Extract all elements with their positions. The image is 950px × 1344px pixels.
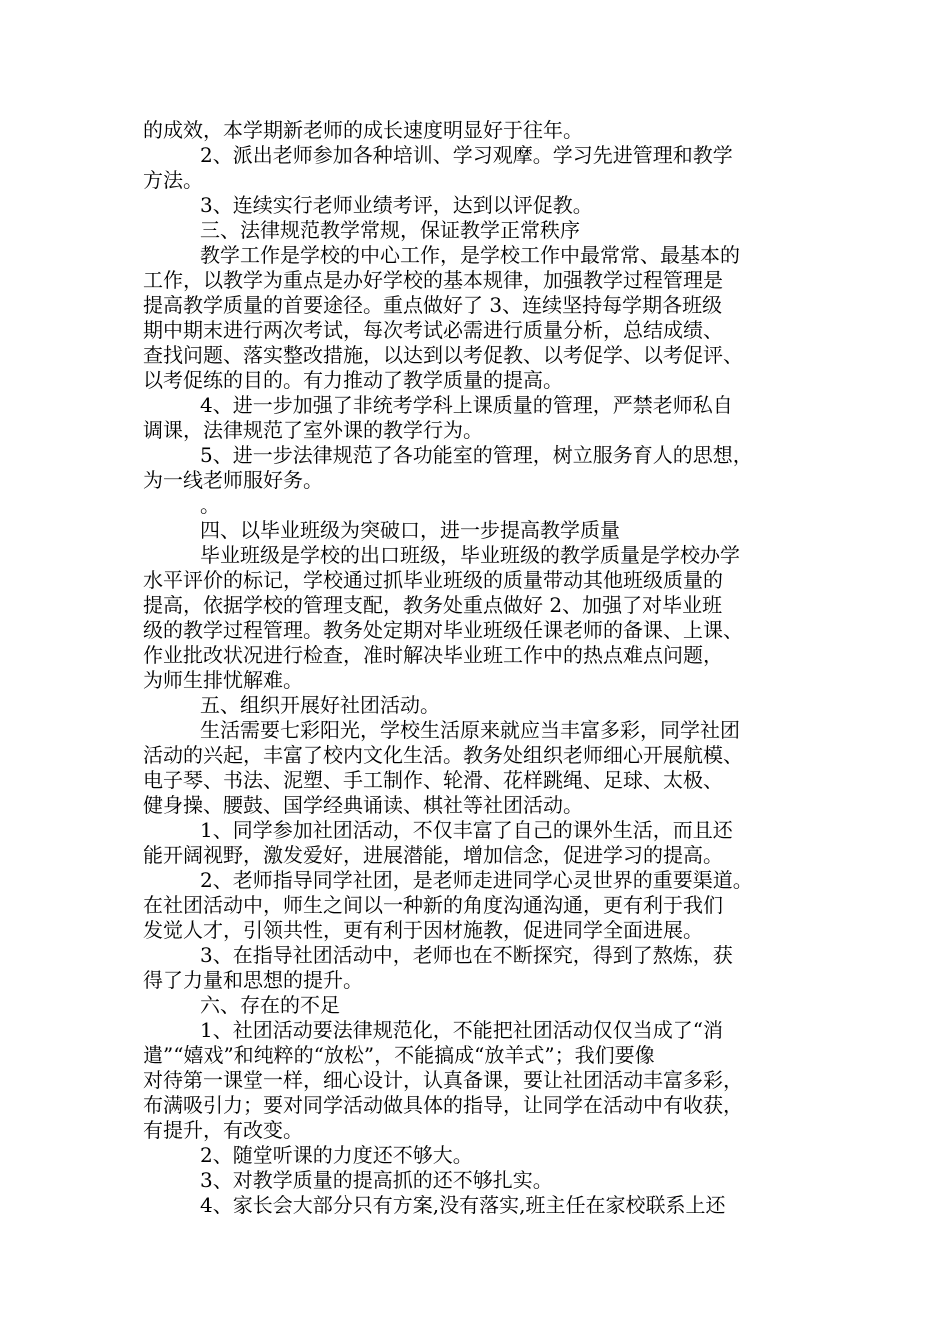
text-line: 得了力量和思想的提升。 — [143, 968, 363, 992]
text-line: 有提升，有改变。 — [143, 1118, 303, 1142]
text-line: 1、社团活动要法律规范化，不能把社团活动仅仅当成了“消 — [200, 1018, 723, 1042]
text-line: 级的教学过程管理。教务处定期对毕业班级任课老师的备课、上课、 — [143, 618, 743, 642]
text-line: 以考促练的目的。有力推动了教学质量的提高。 — [143, 368, 563, 392]
text-line: 作业批改状况进行检查，准时解决毕业班工作中的热点难点问题， — [143, 643, 723, 667]
text-line: 三、法律规范教学常规，保证教学正常秩序 — [200, 218, 580, 242]
text-line: 2、派出老师参加各种培训、学习观摩。学习先进管理和教学 — [200, 143, 733, 167]
text-line: 布满吸引力；要对同学活动做具体的指导，让同学在活动中有收获， — [143, 1093, 743, 1117]
text-line: 3、对教学质量的提高抓的还不够扎实。 — [200, 1168, 553, 1192]
text-line: 遣”“嬉戏”和纯粹的“放松”，不能搞成“放羊式”；我们要像 — [143, 1043, 655, 1067]
text-line: 工作，以教学为重点是办好学校的基本规律，加强教学过程管理是 — [143, 268, 723, 292]
text-line: 为师生排忧解难。 — [143, 668, 303, 692]
text-line: 电子琴、书法、泥塑、手工制作、轮滑、花样跳绳、足球、太极、 — [143, 768, 723, 792]
document-body — [143, 118, 823, 1218]
text-line: 五、组织开展好社团活动。 — [200, 693, 440, 717]
text-line: 调课，法律规范了室外课的教学行为。 — [143, 418, 483, 442]
text-line: 生活需要七彩阳光，学校生活原来就应当丰富多彩，同学社团 — [200, 718, 740, 742]
text-line: 提高，依据学校的管理支配，教务处重点做好 2、加强了对毕业班 — [143, 593, 723, 617]
text-line: 5、进一步法律规范了各功能室的管理，树立服务育人的思想， — [200, 443, 753, 467]
text-line: 期中期末进行两次考试，每次考试必需进行质量分析，总结成绩、 — [143, 318, 723, 342]
text-line: 对待第一课堂一样，细心设计，认真备课，要让社团活动丰富多彩， — [143, 1068, 743, 1092]
text-line: 4、家长会大部分只有方案,没有落实,班主任在家校联系上还 — [200, 1193, 726, 1217]
text-line: 1、同学参加社团活动，不仅丰富了自己的课外生活，而且还 — [200, 818, 733, 842]
text-line: 六、存在的不足 — [200, 993, 340, 1017]
text-line: 能开阔视野，激发爱好，进展潜能，增加信念，促进学习的提高。 — [143, 843, 723, 867]
text-line: 4、进一步加强了非统考学科上课质量的管理，严禁老师私自 — [200, 393, 733, 417]
text-line: 查找问题、落实整改措施，以达到以考促教、以考促学、以考促评、 — [143, 343, 743, 367]
text-line: 2、随堂听课的力度还不够大。 — [200, 1143, 473, 1167]
text-line: 的成效，本学期新老师的成长速度明显好于往年。 — [143, 118, 583, 142]
text-line: 3、在指导社团活动中，老师也在不断探究，得到了熬炼，获 — [200, 943, 733, 967]
text-line: 方法。 — [143, 168, 203, 192]
text-line: 四、以毕业班级为突破口，进一步提高教学质量 — [200, 518, 620, 542]
text-line: 教学工作是学校的中心工作，是学校工作中最常常、最基本的 — [200, 243, 740, 267]
text-line: 活动的兴起，丰富了校内文化生活。教务处组织老师细心开展航模、 — [143, 743, 743, 767]
text-line: 2、老师指导同学社团，是老师走进同学心灵世界的重要渠道。 — [200, 868, 753, 892]
text-line: 提高教学质量的首要途径。重点做好了 3、连续坚持每学期各班级 — [143, 293, 723, 317]
text-line: 。 — [200, 493, 220, 517]
text-line: 在社团活动中，师生之间以一种新的角度沟通沟通，更有利于我们 — [143, 893, 723, 917]
text-line: 为一线老师服好务。 — [143, 468, 323, 492]
text-line: 发觉人才，引领共性，更有利于因材施教，促进同学全面进展。 — [143, 918, 703, 942]
text-line: 健身操、腰鼓、国学经典诵读、棋社等社团活动。 — [143, 793, 583, 817]
text-line: 水平评价的标记，学校通过抓毕业班级的质量带动其他班级质量的 — [143, 568, 723, 592]
text-line: 毕业班级是学校的出口班级，毕业班级的教学质量是学校办学 — [200, 543, 740, 567]
text-line: 3、连续实行老师业绩考评，达到以评促教。 — [200, 193, 593, 217]
